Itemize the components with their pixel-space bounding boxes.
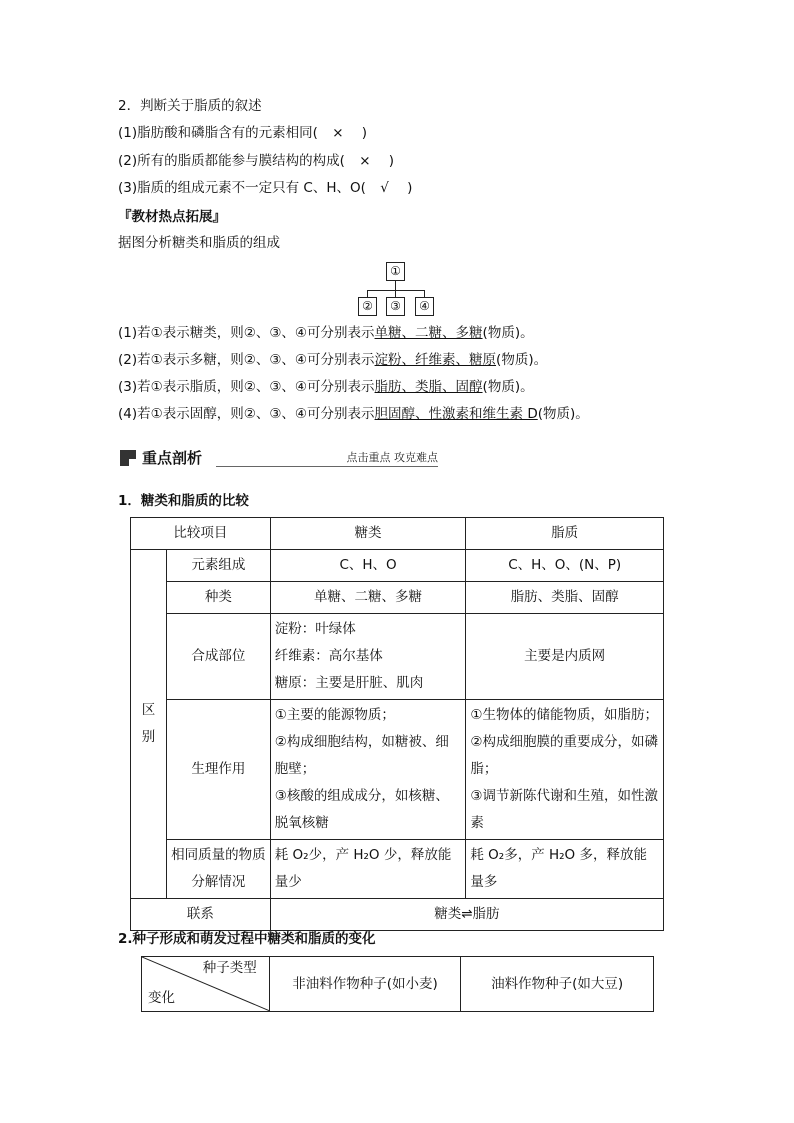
- corner-cell: [142, 957, 270, 1012]
- judge-item-text: (1)脂肪酸和磷脂含有的元素相同(: [118, 125, 318, 141]
- link-label: 联系: [131, 899, 271, 931]
- link-value: 糖类⇌脂肪: [270, 899, 663, 931]
- judge-item-close: ): [407, 180, 413, 196]
- extension-item-post: (物质)。: [537, 406, 589, 422]
- judge-item-text: (2)所有的脂质都能参与膜结构的构成(: [118, 153, 345, 169]
- row-lipid: 耗 O₂多，产 H₂O 多，释放能量多: [466, 840, 664, 899]
- judge-item-mark: ×: [332, 125, 344, 141]
- seed-title: 2.种子形成和萌发过程中糖类和脂质的变化: [118, 931, 376, 947]
- judge-item-text: (3)脂质的组成元素不一定只有 C、H、O(: [118, 180, 366, 196]
- extension-item-2: [118, 351, 547, 369]
- table-row: [131, 550, 664, 582]
- diagram-connector: [395, 281, 396, 290]
- extension-item-post: (物质)。: [482, 379, 534, 395]
- table-row: [131, 700, 664, 840]
- row-item: 相同质量的物质分解情况: [166, 840, 270, 899]
- extension-item-answer: 胆固醇、性激素和维生素 D: [374, 406, 538, 422]
- extension-item-answer: 单糖、二糖、多糖: [374, 325, 483, 341]
- extension-item-pre: (3)若①表示脂质，则②、③、④可分别表示: [118, 379, 375, 395]
- extension-item-pre: (2)若①表示多糖，则②、③、④可分别表示: [118, 352, 375, 368]
- section-subtitle: 点击重点 攻克难点: [346, 451, 438, 464]
- row-sugar: 单糖、二糖、多糖: [270, 582, 466, 614]
- compare-table: [130, 517, 664, 931]
- seed-col-header: 油料作物种子(如大豆): [461, 957, 654, 1012]
- extension-item-post: (物质)。: [496, 352, 548, 368]
- judge-item-mark: √: [380, 180, 389, 196]
- table-row: [131, 614, 664, 700]
- header-cell: 脂质: [466, 518, 664, 550]
- diagram-box-child: ④: [415, 297, 434, 316]
- extension-item-post: (物质)。: [482, 325, 534, 341]
- section-divider: [216, 466, 438, 467]
- judge-item-close: ): [388, 153, 395, 169]
- diagram-connector: [395, 290, 396, 297]
- row-item: 生理作用: [166, 700, 270, 840]
- extension-item-4: [118, 405, 589, 423]
- section-square-icon: [120, 450, 136, 466]
- row-sugar: C、H、O: [270, 550, 466, 582]
- table-header-row: [142, 957, 654, 1012]
- section-header: [120, 447, 438, 469]
- table-row: [131, 899, 664, 931]
- judge-item-close: ): [361, 125, 368, 141]
- seed-col-header: 非油料作物种子(如小麦): [269, 957, 461, 1012]
- header-cell: 糖类: [270, 518, 466, 550]
- extension-item-3: [118, 378, 534, 396]
- judge-item-3: [118, 179, 412, 197]
- group-label: 区 别: [131, 550, 167, 899]
- extension-item-pre: (4)若①表示固醇，则②、③、④可分别表示: [118, 406, 375, 422]
- extension-item-answer: 脂肪、类脂、固醇: [374, 379, 483, 395]
- judge-item-mark: ×: [359, 153, 371, 169]
- seed-table: [141, 956, 654, 1012]
- diagram-box-top: ①: [386, 262, 405, 281]
- diagram-connector: [424, 290, 425, 297]
- extension-tag: 『 教材热点拓展 』: [118, 205, 226, 225]
- judge-item-2: [118, 152, 394, 170]
- corner-bottom-label: 变化: [148, 990, 175, 1006]
- diagram-box-child: ③: [386, 297, 405, 316]
- diagram-connector: [367, 290, 368, 297]
- row-item: 合成部位: [166, 614, 270, 700]
- judge-title: 2．判断关于脂质的叙述: [118, 98, 262, 114]
- table-row: [131, 582, 664, 614]
- extension-item-pre: (1)若①表示糖类，则②、③、④可分别表示: [118, 325, 375, 341]
- corner-top-label: 种子类型: [202, 960, 257, 976]
- row-sugar: ①主要的能源物质； ②构成细胞结构，如糖被、细胞壁； ③核酸的组成成分，如核糖、脱氧核糖: [270, 700, 466, 840]
- extension-item-1: [118, 324, 534, 342]
- row-item: 种类: [166, 582, 270, 614]
- row-lipid: 脂肪、类脂、固醇: [466, 582, 664, 614]
- row-lipid: C、H、O、(N、P): [466, 550, 664, 582]
- compare-title: 1．糖类和脂质的比较: [118, 493, 249, 509]
- row-sugar: 淀粉：叶绿体 纤维素：高尔基体 糖原：主要是肝脏、肌肉: [270, 614, 466, 700]
- extension-item-answer: 淀粉、纤维素、糖原: [374, 352, 497, 368]
- row-sugar: 耗 O₂少，产 H₂O 少，释放能量少: [270, 840, 466, 899]
- row-lipid: ①生物体的储能物质，如脂肪； ②构成细胞膜的重要成分，如磷脂； ③调节新陈代谢和生殖，如性激素: [466, 700, 664, 840]
- table-header-row: [131, 518, 664, 550]
- section-title: 重点剖析: [142, 449, 203, 467]
- tree-diagram: [355, 260, 435, 316]
- row-lipid: 主要是内质网: [466, 614, 664, 700]
- extension-intro: 据图分析糖类和脂质的组成: [118, 235, 280, 251]
- judge-item-1: [118, 124, 367, 142]
- header-cell: 比较项目: [131, 518, 271, 550]
- table-row: [131, 840, 664, 899]
- row-item: 元素组成: [166, 550, 270, 582]
- diagram-box-child: ②: [358, 297, 377, 316]
